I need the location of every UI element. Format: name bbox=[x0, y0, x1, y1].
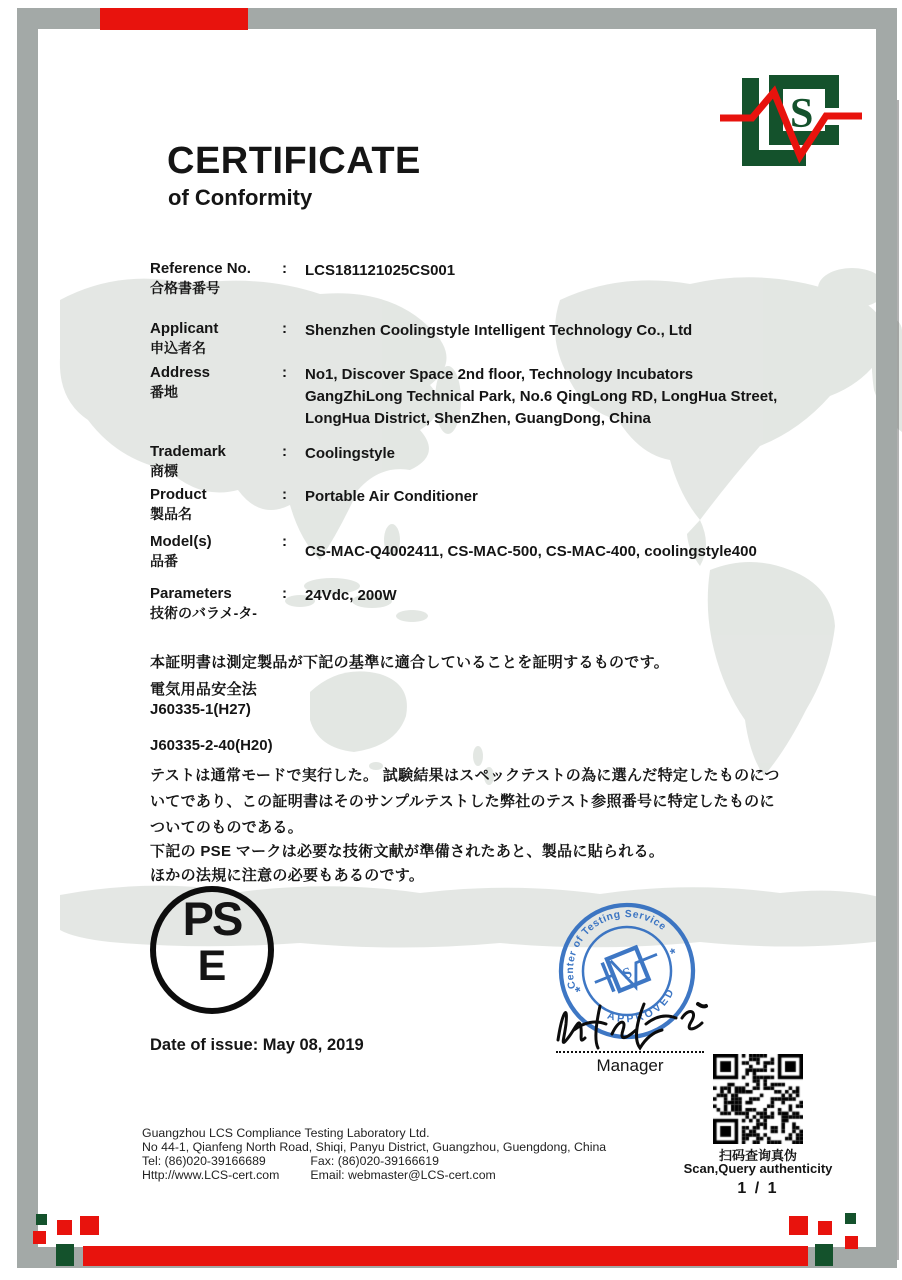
logo-letter-s: S bbox=[790, 91, 814, 137]
field-label-jp: 技術のバラメ-タ- bbox=[150, 605, 257, 621]
field-label-en: Model(s) bbox=[150, 533, 212, 550]
scan-edge-line bbox=[897, 100, 899, 1260]
deco-square bbox=[36, 1214, 47, 1225]
field-value bbox=[305, 364, 825, 430]
pse-mark-letters-ps: PS bbox=[182, 892, 242, 945]
field-label-en: Parameters bbox=[150, 585, 232, 602]
field-value: Shenzhen Coolingstyle Intelligent Technology Co., Ltd bbox=[305, 322, 693, 339]
field-value: LCS181121025CS001 bbox=[305, 262, 456, 279]
deco-square bbox=[815, 1244, 833, 1266]
field-label-en: Reference No. bbox=[150, 260, 251, 277]
handwritten-signature bbox=[548, 992, 713, 1054]
field-label-jp: 商標 bbox=[150, 463, 178, 479]
deco-square bbox=[56, 1244, 74, 1266]
signature-dotted-line bbox=[556, 1051, 704, 1053]
certificate-subtitle: of Conformity bbox=[168, 185, 313, 210]
lab-email: Email: webmaster@LCS-cert.com bbox=[310, 1168, 496, 1182]
lab-footer bbox=[142, 1126, 682, 1182]
lab-fax: Fax: (86)020-39166619 bbox=[310, 1154, 439, 1168]
field-colon: : bbox=[282, 260, 287, 277]
address-line: GangZhiLong Technical Park, No.6 QingLong RD, LongHua Street, bbox=[305, 388, 778, 405]
lab-address: No 44-1, Qianfeng North Road, Shiqi, Panyu District, Guangzhou, Guengdong, China bbox=[142, 1140, 607, 1154]
standard-code: J60335-2-40(H20) bbox=[150, 737, 273, 754]
field-label-jp: 製品名 bbox=[150, 506, 192, 522]
pse-note: 下記の PSE マークは必要な技術文献が準備されたあと、製品に貼られる。 bbox=[150, 843, 665, 860]
statement-line: 本証明書は測定製品が下記の基準に適合していることを証明するものです。 bbox=[150, 654, 670, 671]
lab-company: Guangzhou LCS Compliance Testing Laboratory Ltd. bbox=[142, 1126, 430, 1140]
field-colon: : bbox=[282, 585, 287, 602]
deco-square bbox=[818, 1221, 832, 1235]
field-label-jp: 申込者名 bbox=[150, 340, 206, 356]
field-value: 24Vdc, 200W bbox=[305, 587, 397, 604]
qr-code bbox=[713, 1054, 803, 1144]
qr-caption-en: Scan,Query authenticity bbox=[683, 1161, 833, 1176]
top-red-accent-bar bbox=[100, 8, 248, 30]
bottom-red-accent-bar bbox=[83, 1246, 808, 1266]
signer-role: Manager bbox=[596, 1056, 664, 1075]
field-colon: : bbox=[282, 533, 287, 550]
field-value: Portable Air Conditioner bbox=[305, 488, 478, 505]
deco-square bbox=[789, 1216, 808, 1235]
field-label-jp: 合格書番号 bbox=[150, 280, 220, 296]
field-label-jp: 品番 bbox=[150, 553, 178, 569]
deco-square bbox=[845, 1213, 856, 1224]
field-colon: : bbox=[282, 486, 287, 503]
stamp-logo-letter-s: S bbox=[620, 964, 635, 984]
field-value: Coolingstyle bbox=[305, 445, 396, 462]
deco-square bbox=[80, 1216, 99, 1235]
pse-mark bbox=[150, 886, 274, 1014]
statement-line: 電気用品安全法 bbox=[150, 681, 258, 698]
stamp-star-left: * bbox=[573, 983, 585, 1001]
other-note: ほかの法規に注意の必要もあるのです。 bbox=[150, 867, 425, 884]
statement-paragraph-line: いてであり、この証明書はそのサンプルテストした弊社のテスト参照番号に特定したものに bbox=[150, 793, 775, 810]
statement-paragraph-line: テストは通常モードで実行した。 試験結果はスペックテストの為に選んだ特定したものにつ bbox=[150, 767, 780, 784]
standard-code: J60335-1(H27) bbox=[150, 701, 251, 718]
stamp-star-right: * bbox=[668, 945, 680, 963]
lcs-logo bbox=[716, 66, 866, 181]
qr-caption-cn: 扫码查询真伪 bbox=[718, 1148, 797, 1163]
field-colon: : bbox=[282, 364, 287, 381]
field-label-en: Trademark bbox=[150, 443, 226, 460]
field-label-jp: 番地 bbox=[150, 384, 178, 400]
deco-square bbox=[57, 1220, 72, 1235]
statement-paragraph-line: ついてのものである。 bbox=[150, 819, 304, 836]
field-colon: : bbox=[282, 320, 287, 337]
field-label-en: Applicant bbox=[150, 320, 219, 337]
date-of-issue: Date of issue: May 08, 2019 bbox=[150, 1036, 364, 1054]
address-line: LongHua District, ShenZhen, GuangDong, China bbox=[305, 410, 651, 427]
page-indicator: 1 / 1 bbox=[737, 1180, 779, 1197]
lab-website: Http://www.LCS-cert.com bbox=[142, 1168, 280, 1182]
field-value: CS-MAC-Q4002411, CS-MAC-500, CS-MAC-400, coolingstyle400 bbox=[305, 543, 757, 560]
stamp-ring-text-top: Center of Testing Service bbox=[564, 908, 669, 990]
lab-tel: Tel: (86)020-39166689 bbox=[142, 1154, 266, 1168]
field-label-en: Address bbox=[150, 364, 211, 381]
certificate-title: CERTIFICATE bbox=[167, 140, 421, 182]
field-colon: : bbox=[282, 443, 287, 460]
pse-mark-letter-e: E bbox=[197, 942, 227, 990]
field-label-en: Product bbox=[150, 486, 207, 503]
address-line: No1, Discover Space 2nd floor, Technology Incubators bbox=[305, 366, 694, 383]
deco-square bbox=[845, 1236, 858, 1249]
deco-square bbox=[33, 1231, 46, 1244]
stamp-ring-text-bottom: APPROVED bbox=[605, 985, 678, 1026]
